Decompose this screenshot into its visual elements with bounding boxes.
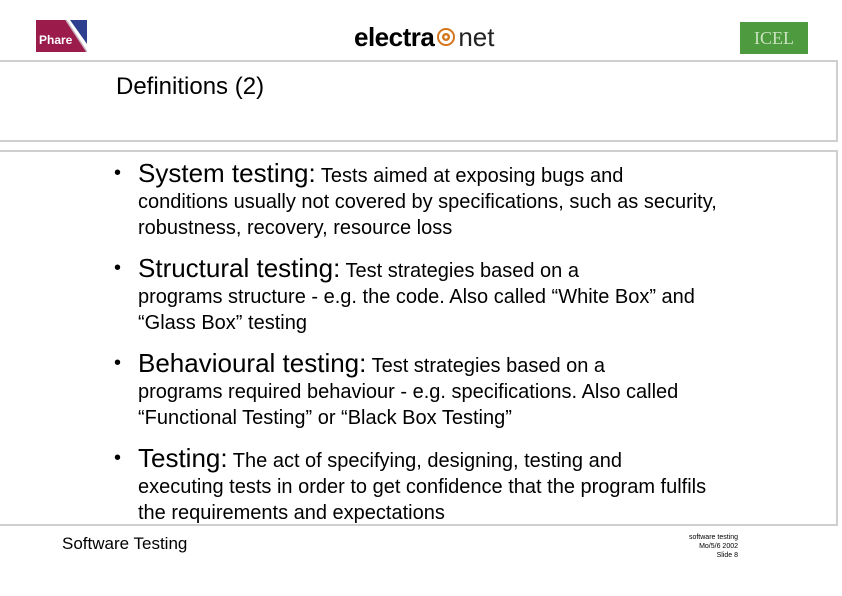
definition-term: Structural testing:	[138, 253, 341, 283]
definition-item	[114, 445, 724, 526]
phare-logo	[36, 20, 87, 52]
definition-term: System testing:	[138, 158, 316, 188]
definition-text: Tests aimed at exposing bugs and	[315, 165, 624, 187]
phare-logo-text: Phare	[39, 33, 73, 47]
definition-item	[114, 255, 724, 336]
net-logo-text: net	[458, 21, 495, 52]
definition-item	[114, 350, 724, 431]
electra-logo-text: electra	[354, 21, 435, 52]
bullet-icon: •	[114, 352, 122, 374]
definition-text-continued: conditions usually not covered by specifications, such as security, robustness, recovery, resource loss	[138, 191, 717, 239]
definition-text: Test strategies based on a	[340, 260, 579, 282]
footer-date-line: Mo/5/6 2002	[699, 543, 738, 550]
bullet-icon: •	[114, 257, 122, 279]
slide-title: Definitions (2)	[116, 73, 265, 100]
definition-text-continued: executing tests in order to get confidence that the program fulfils the requirements and expectations	[138, 476, 707, 524]
footer-course-line: software testing	[688, 534, 738, 541]
electra-net-logo	[354, 22, 495, 52]
definition-item	[114, 160, 724, 241]
footer-course-title: Software Testing	[62, 534, 188, 553]
definition-term: Behavioural testing:	[138, 348, 367, 378]
footer-slide-info	[640, 533, 738, 560]
definition-list	[114, 160, 724, 540]
definition-term: Testing:	[138, 443, 228, 473]
bullet-icon: •	[114, 447, 122, 469]
definition-text-continued: programs required behaviour - e.g. specifications. Also called “Functional Testing” or “Black Box Testing”	[138, 381, 679, 429]
electra-sun-icon	[437, 28, 455, 46]
definition-text: The act of specifying, designing, testing and	[227, 450, 622, 472]
bullet-icon: •	[114, 162, 122, 184]
definition-text-continued: programs structure - e.g. the code. Also called “White Box” and “Glass Box” testing	[138, 286, 695, 334]
icel-logo: ICEL	[740, 22, 808, 54]
definition-text: Test strategies based on a	[366, 355, 606, 377]
footer-slide-number: Slide 8	[716, 552, 738, 559]
